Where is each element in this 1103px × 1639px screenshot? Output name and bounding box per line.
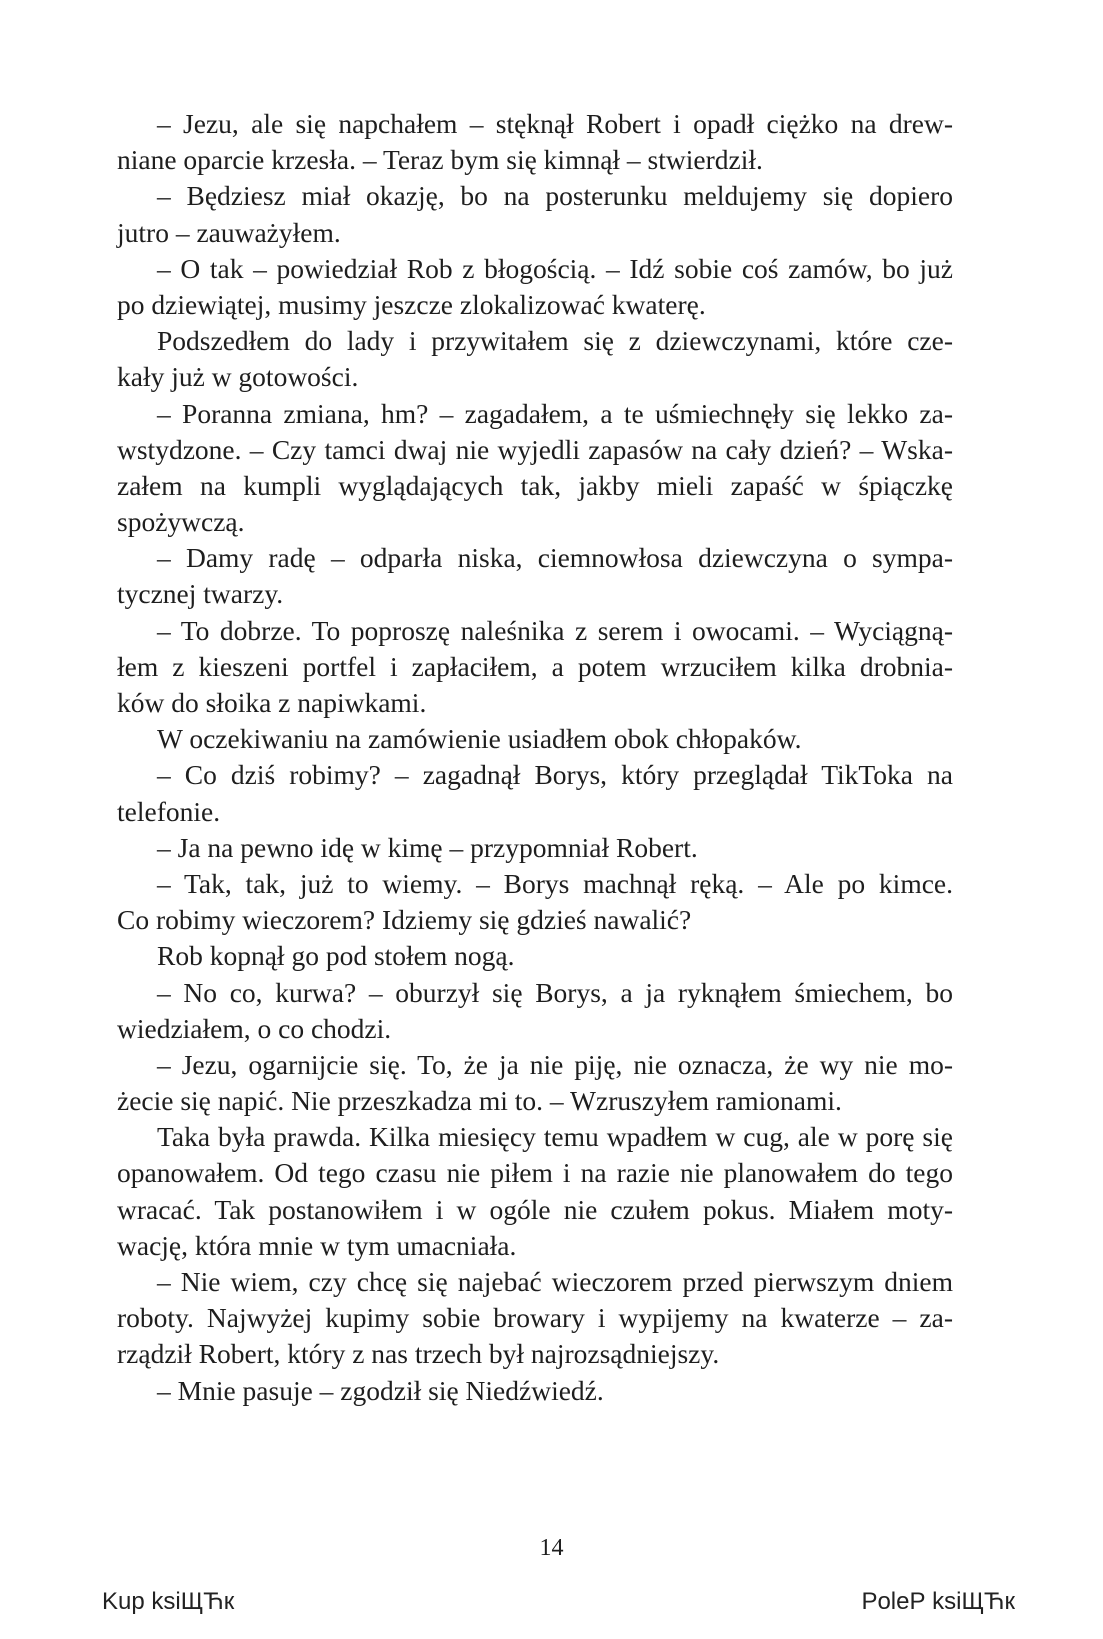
text-line: Taka była prawda. Kilka miesięcy temu wpadłem w cug, ale w porę się — [157, 1121, 953, 1153]
text-line: jutro – zauważyłem. — [117, 216, 341, 248]
text-line: załem na kumpli wyglądających tak, jakby mieli zapaść w śpiączkę — [117, 469, 953, 501]
text-line: po dziewiątej, musimy jeszcze zlokalizować kwaterę. — [117, 288, 706, 320]
page-text — [117, 106, 953, 1409]
text-line: – Ja na pewno idę w kimę – przypomniał Robert. — [157, 831, 698, 863]
text-line: roboty. Najwyżej kupimy sobie browary i wypijemy na kwaterze – za- — [117, 1302, 953, 1334]
text-line: tycznej twarzy. — [117, 578, 284, 610]
text-line: – Damy radę – odparła niska, ciemnowłosa dziewczyna o sympa- — [157, 542, 953, 574]
text-line: – No co, kurwa? – oburzył się Borys, a ja ryknąłem śmiechem, bo — [157, 976, 953, 1008]
text-line: łem z kieszeni portfel i zapłaciłem, a potem wrzuciłem kilka drobnia- — [117, 650, 953, 682]
text-line: żecie się napić. Nie przeszkadza mi to. – Wzruszyłem ramionami. — [117, 1085, 842, 1117]
text-line: wstydzone. – Czy tamci dwaj nie wyjedli zapasów na cały dzień? – Wska- — [117, 433, 953, 465]
text-line: rządził Robert, który z nas trzech był najrozsądniejszy. — [117, 1338, 720, 1370]
text-line: – Jezu, ogarnijcie się. To, że ja nie piję, nie oznacza, że wy nie mo- — [157, 1048, 953, 1080]
page-number: 14 — [539, 1535, 564, 1561]
footer-buy-link[interactable]: Kup ksiЩЋк — [102, 1588, 235, 1615]
text-line: – Będziesz miał okazję, bo na posterunku meldujemy się dopiero — [157, 180, 953, 212]
text-line: spożywczą. — [117, 506, 245, 538]
text-line: – To dobrze. To poproszę naleśnika z serem i owocami. – Wyciągną- — [157, 614, 953, 646]
text-line: – Jezu, ale się napchałem – stęknął Robert i opadł ciężko na drew- — [157, 108, 953, 139]
text-line: niane oparcie krzesła. – Teraz bym się kimnął – stwierdził. — [117, 144, 763, 176]
text-line: ków do słoika z napiwkami. — [117, 687, 427, 718]
text-line: W oczekiwaniu na zamówienie usiadłem obok chłopaków. — [157, 723, 802, 755]
text-line: wiedziałem, o co chodzi. — [117, 1012, 392, 1044]
text-line: – O tak – powiedział Rob z błogością. – Idź sobie coś zamów, bo już — [157, 252, 953, 284]
text-line: – Nie wiem, czy chcę się najebać wieczorem przed pierwszym dniem — [157, 1266, 953, 1297]
text-line: opanowałem. Od tego czasu nie piłem i na razie nie planowałem do tego — [117, 1157, 953, 1189]
text-line: – Mnie pasuje – zgodził się Niedźwiedź. — [157, 1374, 604, 1406]
text-line: Rob kopnął go pod stołem nogą. — [157, 940, 515, 972]
text-line: – Poranna zmiana, hm? – zagadałem, a te uśmiechnęły się lekko za- — [157, 397, 953, 429]
text-line: telefonie. — [117, 795, 221, 827]
footer-recommend-link[interactable]: PoleР ksiЩЋк — [861, 1588, 1015, 1615]
text-line: – Tak, tak, już to wiemy. – Borys machnął ręką. – Ale po kimce. — [157, 867, 953, 899]
text-line: wację, która mnie w tym umacniała. — [117, 1229, 517, 1261]
text-line: Co robimy wieczorem? Idziemy się gdzieś nawalić? — [117, 904, 692, 936]
text-line: Podszedłem do lady i przywitałem się z dziewczynami, które cze- — [157, 325, 953, 357]
text-line: kały już w gotowości. — [117, 361, 359, 393]
text-line: – Co dziś robimy? – zagadnął Borys, który przeglądał TikToka na — [157, 759, 953, 791]
text-line: wracać. Tak postanowiłem i w ogóle nie czułem pokus. Miałem moty- — [117, 1193, 953, 1225]
